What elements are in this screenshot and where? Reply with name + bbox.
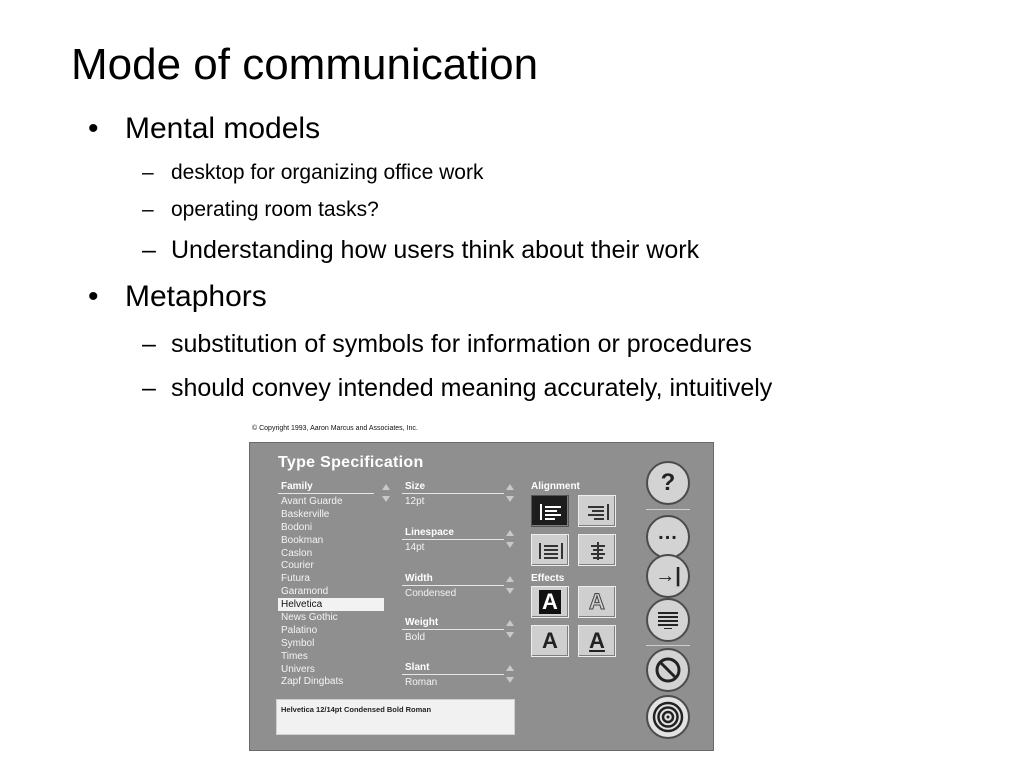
- linespace-label: Linespace: [405, 527, 454, 538]
- type-specification-panel: [249, 442, 714, 751]
- font-item[interactable]: News Gothic: [281, 612, 338, 624]
- bullet-marker: •: [88, 280, 99, 313]
- font-item[interactable]: Helvetica: [278, 598, 384, 611]
- align-right-icon: [579, 496, 617, 528]
- bullet-metaphors: [88, 279, 267, 315]
- dash-marker: –: [142, 330, 156, 358]
- font-item[interactable]: Zapf Dingbats: [281, 676, 344, 688]
- slide-title: Mode of communication: [71, 40, 539, 89]
- status-text: Helvetica 12/14pt Condensed Bold Roman: [281, 705, 432, 714]
- size-up-icon[interactable]: [506, 484, 514, 490]
- bullet-mental-models: [88, 111, 320, 147]
- size-down-icon[interactable]: [506, 496, 514, 502]
- slant-up-icon[interactable]: [506, 665, 514, 671]
- font-item[interactable]: Bookman: [281, 534, 324, 546]
- sub-bullet-text: Understanding how users think about their work: [171, 236, 700, 264]
- width-value[interactable]: Condensed: [405, 588, 457, 599]
- bullet-marker: •: [88, 112, 99, 145]
- dialog-title: Type Specification: [278, 454, 424, 471]
- font-item[interactable]: Baskerville: [281, 508, 330, 520]
- linespace-underline: [402, 539, 504, 540]
- font-item[interactable]: Courier: [281, 560, 314, 572]
- dash-marker: –: [142, 161, 154, 184]
- font-item[interactable]: Futura: [281, 573, 310, 585]
- cancel-icon: [653, 655, 683, 685]
- sub-bullet-convey: [142, 373, 772, 403]
- dash-marker: –: [142, 198, 154, 221]
- status-box: [276, 699, 515, 735]
- font-item[interactable]: Bodoni: [281, 521, 313, 533]
- family-label: Family: [281, 481, 313, 492]
- cancel-button[interactable]: [646, 648, 690, 692]
- font-item[interactable]: Palatino: [281, 624, 318, 636]
- align-center-icon: [579, 535, 617, 567]
- sub-bullet-text: substitution of symbols for information or procedures: [171, 330, 752, 358]
- align-justify-button[interactable]: [531, 534, 569, 566]
- effect-inverse-icon: A: [532, 587, 568, 617]
- width-up-icon[interactable]: [506, 576, 514, 582]
- font-item[interactable]: Avant Guarde: [281, 496, 343, 507]
- slant-underline: [402, 674, 504, 675]
- font-item[interactable]: Caslon: [281, 547, 313, 559]
- weight-up-icon[interactable]: [506, 620, 514, 626]
- figure-copyright: © Copyright 1993, Aaron Marcus and Associates, Inc.: [252, 425, 418, 432]
- align-left-button[interactable]: [531, 495, 569, 527]
- slant-down-icon[interactable]: [506, 677, 514, 683]
- target-icon: [651, 700, 685, 734]
- effect-outline-icon: A: [589, 589, 605, 614]
- size-label: Size: [405, 481, 426, 492]
- sub-bullet-substitution: [142, 329, 752, 359]
- apply-icon: →|: [655, 565, 681, 587]
- help-icon: ?: [660, 469, 676, 496]
- width-label: Width: [405, 573, 433, 584]
- sub-bullet-understanding: [142, 235, 699, 265]
- list-icon: [655, 609, 681, 631]
- apply-button[interactable]: [646, 554, 690, 598]
- weight-underline: [402, 629, 504, 630]
- list-button[interactable]: [646, 598, 690, 642]
- size-value[interactable]: 12pt: [405, 496, 425, 507]
- help-button[interactable]: [646, 461, 690, 505]
- weight-down-icon[interactable]: [506, 632, 514, 638]
- align-justify-icon: [532, 535, 570, 567]
- slant-label: Slant: [405, 662, 430, 673]
- alignment-label: Alignment: [531, 481, 580, 492]
- size-underline: [402, 493, 504, 494]
- linespace-down-icon[interactable]: [506, 542, 514, 548]
- font-item[interactable]: Times: [281, 650, 308, 662]
- effect-underline-icon: A: [589, 628, 605, 653]
- weight-value[interactable]: Bold: [405, 632, 426, 643]
- linespace-value[interactable]: 14pt: [405, 542, 425, 553]
- button-separator: [646, 509, 690, 510]
- slant-value[interactable]: Roman: [405, 677, 438, 688]
- width-down-icon[interactable]: [506, 588, 514, 594]
- sub-bullet-text: desktop for organizing office work: [171, 161, 484, 184]
- more-options-icon: ...: [658, 522, 678, 544]
- align-right-button[interactable]: [578, 495, 616, 527]
- font-item[interactable]: Univers: [281, 663, 315, 675]
- sub-bullet-text: operating room tasks?: [171, 198, 379, 221]
- dash-marker: –: [142, 236, 156, 264]
- align-left-icon: [532, 496, 570, 528]
- target-button[interactable]: [646, 695, 690, 739]
- effect-underline-button[interactable]: [578, 625, 616, 657]
- sub-bullet-desktop: [142, 160, 483, 186]
- family-underline: [278, 493, 374, 494]
- linespace-up-icon[interactable]: [506, 530, 514, 536]
- effect-bold-button[interactable]: [531, 625, 569, 657]
- weight-label: Weight: [405, 617, 439, 628]
- bullet-text: Metaphors: [125, 280, 267, 313]
- effect-inverse-button[interactable]: [531, 586, 569, 618]
- font-item[interactable]: Symbol: [281, 637, 315, 649]
- effect-outline-button[interactable]: [578, 586, 616, 618]
- family-scroll-up-icon[interactable]: [382, 484, 390, 490]
- sub-bullet-text: should convey intended meaning accurately, intuitively: [171, 374, 773, 402]
- effect-bold-icon: A: [542, 628, 558, 653]
- bullet-text: Mental models: [125, 112, 321, 145]
- sub-bullet-operating-room: [142, 197, 379, 223]
- button-separator: [646, 645, 690, 646]
- width-underline: [402, 585, 504, 586]
- more-options-button[interactable]: [646, 515, 690, 559]
- font-item[interactable]: Garamond: [281, 586, 329, 598]
- align-center-button[interactable]: [578, 534, 616, 566]
- effects-label: Effects: [531, 573, 565, 584]
- family-font-list[interactable]: [278, 495, 384, 688]
- dash-marker: –: [142, 374, 156, 402]
